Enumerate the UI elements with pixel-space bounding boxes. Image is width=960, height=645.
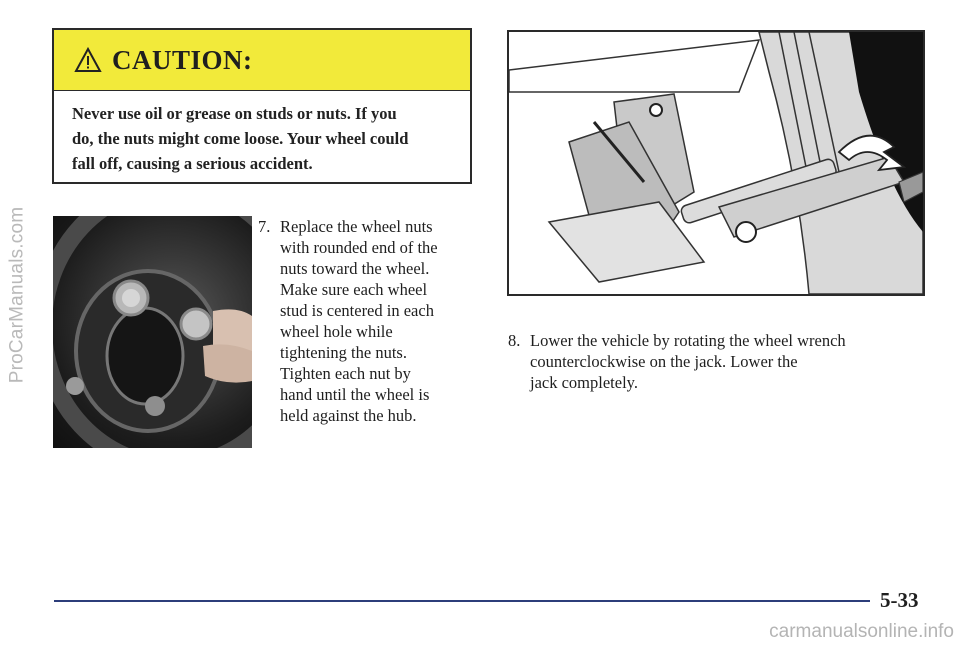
step-7 <box>258 216 463 426</box>
step-8-line: jack completely. <box>530 373 638 392</box>
step-7-line: Replace the wheel nuts <box>280 217 433 236</box>
caution-header <box>54 30 470 91</box>
step-7-line: tightening the nuts. <box>280 343 407 362</box>
step-7-text <box>280 216 438 426</box>
step-7-line: stud is centered in each <box>280 301 434 320</box>
footer-rule <box>54 600 870 602</box>
step-7-line: nuts toward the wheel. <box>280 259 430 278</box>
step-8-line: counterclockwise on the jack. Lower the <box>530 352 798 371</box>
step-8-text <box>530 330 846 393</box>
jack-illustration <box>507 30 925 296</box>
step-7-line: Tighten each nut by <box>280 364 411 383</box>
caution-line: do, the nuts might come loose. Your wheel could <box>72 129 409 148</box>
caution-box <box>52 28 472 184</box>
bottom-watermark: carmanualsonline.info <box>769 621 954 642</box>
wheel-lugnut-photo <box>53 216 252 448</box>
warning-triangle-icon <box>74 47 102 73</box>
side-watermark <box>4 140 30 450</box>
caution-title: CAUTION: <box>112 44 253 75</box>
step-8-number: 8. <box>508 331 521 350</box>
step-8-line: Lower the vehicle by rotating the wheel wrench <box>530 331 846 350</box>
step-7-line: with rounded end of the <box>280 238 438 257</box>
step-7-line: hand until the wheel is <box>280 385 430 404</box>
step-7-line: held against the hub. <box>280 406 417 425</box>
step-7-line: Make sure each wheel <box>280 280 428 299</box>
step-7-number: 7. <box>258 217 271 236</box>
caution-body <box>54 91 470 176</box>
page-number: 5-33 <box>880 588 919 612</box>
step-7-line: wheel hole while <box>280 322 393 341</box>
caution-line: Never use oil or grease on studs or nuts. If you <box>72 104 397 123</box>
side-watermark-text: ProCarManuals.com <box>6 206 28 384</box>
caution-line: fall off, causing a serious accident. <box>72 154 313 173</box>
step-8 <box>508 330 908 393</box>
